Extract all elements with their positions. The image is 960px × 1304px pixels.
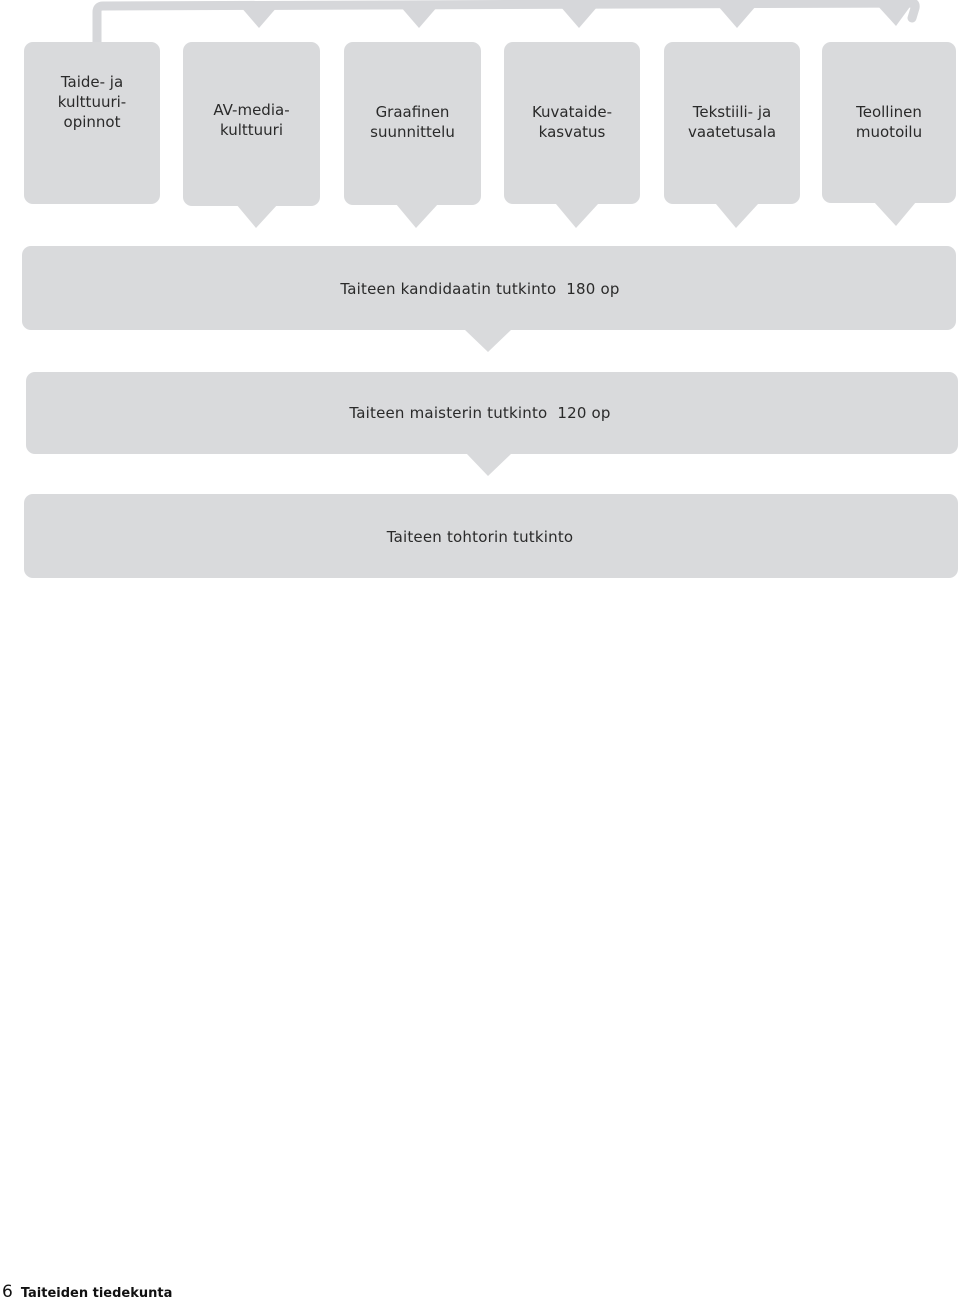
degree-label-master: Taiteen maisterin tutkinto 120 op — [349, 404, 611, 422]
program-label-5: Tekstiili- ja vaatetusala — [687, 103, 777, 141]
program-label-1: Taide- ja kulttuuri- opinnot — [57, 73, 127, 131]
program-label-6: Teollinen muotoilu — [855, 103, 923, 141]
footer-title: Taiteiden tiedekunta — [20, 1286, 173, 1301]
program-pointers — [236, 202, 916, 228]
degree-label-doctor: Taiteen tohtorin tutkinto — [386, 528, 574, 546]
bachelor-pointer — [464, 329, 512, 352]
program-label-4: Kuvataide- kasvatus — [531, 103, 613, 141]
degree-label-bachelor: Taiteen kandidaatin tutkinto 180 op — [340, 280, 620, 298]
page-number: 6 — [2, 1282, 13, 1302]
master-pointer — [466, 453, 512, 476]
top-connector-bracket — [97, 3, 915, 42]
page-footer — [2, 1282, 172, 1304]
program-boxes — [24, 42, 956, 206]
program-label-3: Graafinen suunnittelu — [370, 103, 455, 141]
program-label-2: AV-media- kulttuuri — [213, 101, 290, 139]
